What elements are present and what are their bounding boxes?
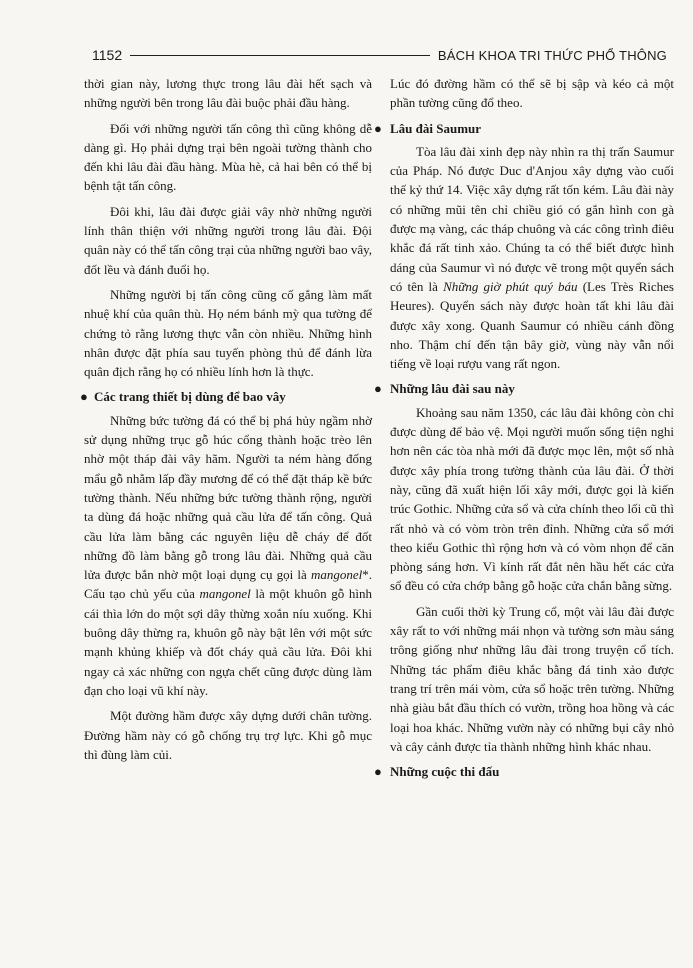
page-number: 1152 xyxy=(92,47,123,63)
paragraph: Đối với những người tấn công thì cũng không dễ dàng gì. Họ phải dựng trại bên ngoài tường thành cho đến khi lâu đài đầu hàng. Mùa hè, cả hai bên có thể bị bệnh tật tấn công. xyxy=(84,120,372,194)
running-title: BÁCH KHOA TRI THỨC PHỔ THÔNG xyxy=(437,47,667,63)
paragraph: Lúc đó đường hầm có thể sẽ bị sập và kéo cả một phần tường cũng đổ theo. xyxy=(390,76,674,111)
paragraph: thời gian này, lương thực trong lâu đài hết sạch và những người bên trong lâu đài buộc phải đầu hàng. xyxy=(84,76,372,111)
bullet-icon: ● xyxy=(374,381,382,397)
section-heading xyxy=(374,119,674,138)
term-mangonel: mangonel xyxy=(310,567,363,583)
section-heading-text: Những cuộc thi đấu xyxy=(390,764,500,780)
right-column xyxy=(374,74,674,785)
book-title: Những giờ phút quý báu xyxy=(443,278,578,294)
left-column xyxy=(80,74,372,764)
bullet-icon: ● xyxy=(80,389,88,405)
page-header xyxy=(92,44,667,66)
paragraph: Gần cuối thời kỳ Trung cổ, một vài lâu đài được xây rất to với những mái nhọn và tường sơn màu sáng trông giống như những lâu đài trong truyện cổ tích. Những tác phẩm điêu khắc bằng đá tinh xảo được trang trí trên mái vòm, cửa sổ hoặc trên tường. Những nhà giàu bắt đầu thích có vườn, trồng hoa hồng và các loại hoa khác. Những vườn này có những bụi cây nhỏ và cây cảnh được tỉa thành những hình khác nhau. xyxy=(390,603,674,754)
term-mangonel: mangonel xyxy=(199,586,251,602)
header-rule xyxy=(130,55,430,56)
section-heading-text: Các trang thiết bị dùng để bao vây xyxy=(94,389,286,405)
paragraph: Tòa lâu đài xinh đẹp này nhìn ra thị trấn Saumur của Pháp. Nó được Duc d'Anjou xây dựng vào cuối thế kỷ thứ 14. Việc xây dựng rất tốn kém. Lâu đài này có những mũi tên chỉ chiều gió có gắn hình con gà được mạ vàng, các tháp chuông và các công trình điêu khắc đá rất tinh xảo. Chúng ta có thể biết được hình dáng của Saumur vì nó được vẽ trong một quyển sách có tên là Những giờ phút quý báu (Les Très Riches Heures). Quyển sách này được hoàn tất khi lâu đài được xây xong. Quanh Saumur có nhiều cánh đồng nho. Thậm chí đến tận bây giờ, vùng này vẫn nổi tiếng về loại rượu vang rất ngon. xyxy=(390,143,674,372)
section-heading-text: Lâu đài Saumur xyxy=(390,120,482,136)
paragraph: Một đường hầm được xây dựng dưới chân tường. Đường hầm này có gỗ chống trụ trợ lực. Khi gỗ mục thì đùng làm củi. xyxy=(84,708,372,762)
paragraph: Khoảng sau năm 1350, các lâu đài không còn chỉ được dùng để bảo vệ. Mọi người muốn sống tiện nghi hơn nên các tòa nhà mới đã được mọc lên, một số nhà được xây phía trong tường thành của lâu đài. Ở thời này, cũng đã xuất hiện lối xây mới, được gọi là kiến trúc Gothic. Những cửa sổ và cửa chính theo lối cũ thì rất nhỏ và có vòm tròn trên đỉnh. Những cửa sổ mới theo kiểu Gothic thì rộng hơn và có vòm nhọn để căn phòng sáng hơn. Vì kính rất đắt nên hầu hết các cửa sổ đều có cửa chớp bằng gỗ hoặc cửa chắn bằng sừng. xyxy=(390,404,674,594)
bullet-icon: ● xyxy=(374,120,382,136)
paragraph: Đôi khi, lâu đài được giải vây nhờ những người lính thân thiện với những người trong lâu đài. Đội quân này có thể tấn công trại của những người bao vây, đốt lều và đánh đuổi họ. xyxy=(84,203,372,277)
section-heading xyxy=(80,387,372,406)
section-heading-text: Những lâu đài sau này xyxy=(390,381,515,397)
section-heading xyxy=(374,379,674,398)
bullet-icon: ● xyxy=(374,764,382,780)
paragraph: Những người bị tấn công cũng cố gắng làm mất nhuệ khí của quân thù. Họ ném bánh mỳ qua tường để chứng tỏ rằng lương thực vẫn còn nhiều. Những hình nhân được đặt phía sau tuyến phòng thủ để đánh lừa quân địch rằng họ có nhiều lính hơn là thực. xyxy=(84,286,372,380)
section-heading xyxy=(374,762,674,781)
paragraph: Những bức tường đá có thể bị phá hủy ngầm nhờ sử dụng những trục gỗ húc cổng thành hoặc trèo lên nhờ một tháp đài vây hãm. Người ta ném hàng đống mẩu gỗ nhằm lấp đầy mương để có thể đặt tháp kề bức tường thành. Nếu những bức tường thành rộng, người ta dùng đá hoặc những quả cầu lửa để tấn công. Quả cầu lửa làm bằng các nguyên liệu dễ cháy để đốt những đồ làm bằng gỗ trong lâu đài. Những quả cầu lửa được bắn nhờ một loại dụng cụ gọi là mangonel*. Cấu tạo chủ yếu của mangonel là một khuôn gỗ hình cái thìa lớn do một sợi dây thừng xoắn níu xuống. Khi buông dây thừng ra, khuôn gỗ này bật lên với một sức mạnh khủng khiếp và đốt cháy quả cầu lửa. Đôi khi ngay cả xác những con ngựa chết cũng được dùng làm đạn cho loại vũ khí này. xyxy=(84,412,372,698)
